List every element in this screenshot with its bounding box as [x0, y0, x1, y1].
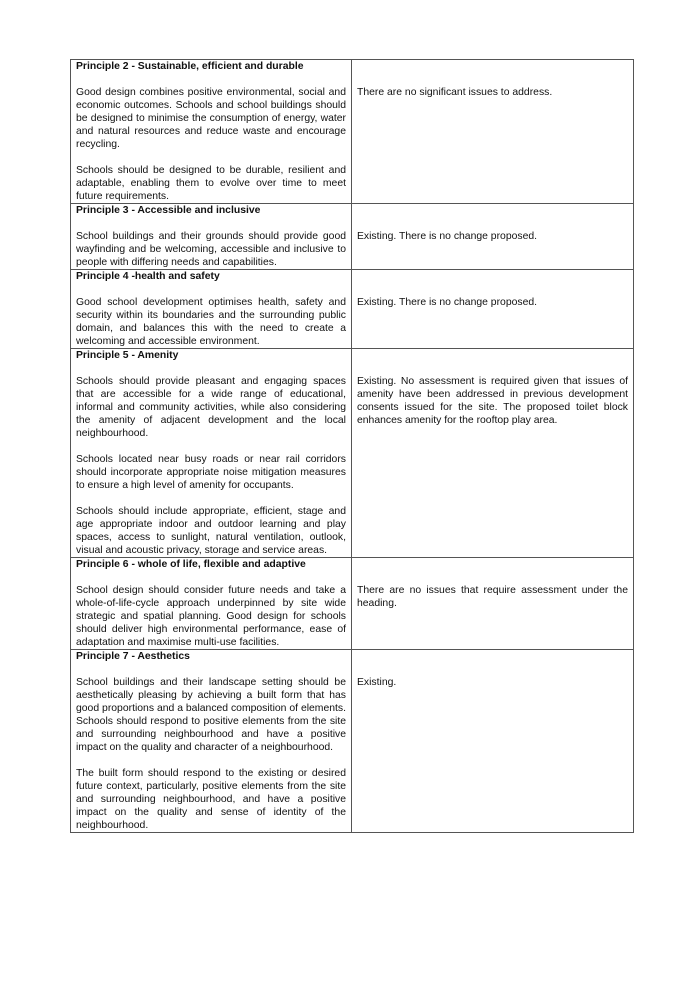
principle-cell: [71, 349, 352, 558]
response-text: There are no significant issues to address.: [357, 87, 553, 98]
response-text: Existing. No assessment is required given that issues of amenity have been addressed in previous development consents issued for the site. The proposed toilet block enhances amenity for the rooftop play area.: [357, 376, 628, 426]
principle-paragraph: Schools should provide pleasant and engaging spaces that are accessible for a wide range of educational, informal and community activities, while also considering the amenity of adjacent development and the local neighbourhood.: [76, 376, 346, 439]
principle-paragraph: Good design combines positive environmental, social and economic outcomes. Schools and school buildings should be designed to minimise the consumption of energy, water and natural resources and reduce waste and encourage recycling.: [76, 87, 346, 150]
principle-paragraph: Schools should be designed to be durable, resilient and adaptable, enabling them to evolve over time to meet future requirements.: [76, 165, 346, 202]
principle-paragraph: Schools located near busy roads or near rail corridors should incorporate appropriate noise mitigation measures to ensure a high level of amenity for occupants.: [76, 454, 346, 491]
principles-table: [70, 59, 634, 833]
response-cell: [352, 270, 634, 349]
response-text: Existing. There is no change proposed.: [357, 231, 538, 242]
principle-cell: [71, 204, 352, 270]
table-row: [71, 558, 634, 650]
table-row: [71, 349, 634, 558]
response-cell: [352, 204, 634, 270]
principle-cell: [71, 558, 352, 650]
response-text: There are no issues that require assessment under the heading.: [357, 585, 628, 609]
principle-heading: Principle 4 -health and safety: [76, 271, 220, 282]
principle-heading: Principle 3 - Accessible and inclusive: [76, 205, 261, 216]
principle-cell: [71, 270, 352, 349]
response-cell: [352, 60, 634, 204]
principle-heading: Principle 2 - Sustainable, efficient and durable: [76, 61, 304, 72]
principle-paragraph: School buildings and their landscape setting should be aesthetically pleasing by achieving a built form that has good proportions and a balanced composition of elements. Schools should respond to positive elements from the site and surrounding neighbourhood and have a positive impact on the quality and character of a neighbourhood.: [76, 677, 346, 753]
principle-paragraph: Good school development optimises health, safety and security within its boundaries and the surrounding public domain, and balances this with the need to create a welcoming and accessible environment.: [76, 297, 346, 347]
principle-heading: Principle 6 - whole of life, flexible and adaptive: [76, 559, 306, 570]
principle-paragraph: School design should consider future needs and take a whole-of-life-cycle approach underpinned by site wide strategic and spatial planning. Good design for schools should deliver high environmental performance, ease of adaptation and maximise multi-use facilities.: [76, 585, 346, 648]
principles-table-body: [71, 60, 634, 833]
response-cell: [352, 349, 634, 558]
response-cell: [352, 558, 634, 650]
principle-cell: [71, 650, 352, 833]
response-text: Existing.: [357, 677, 397, 688]
table-row: [71, 60, 634, 204]
principle-cell: [71, 60, 352, 204]
table-row: [71, 204, 634, 270]
table-row: [71, 270, 634, 349]
principle-heading: Principle 5 - Amenity: [76, 350, 179, 361]
principle-paragraph: The built form should respond to the existing or desired future context, particularly, positive elements from the site and surrounding neighbourhood, and have a positive impact on the quality and sense of identity of the neighbourhood.: [76, 768, 346, 831]
principle-paragraph: School buildings and their grounds should provide good wayfinding and be welcoming, accessible and inclusive to people with differing needs and capabilities.: [76, 231, 346, 268]
response-text: Existing. There is no change proposed.: [357, 297, 538, 308]
principle-heading: Principle 7 - Aesthetics: [76, 651, 190, 662]
response-cell: [352, 650, 634, 833]
principle-paragraph: Schools should include appropriate, efficient, stage and age appropriate indoor and outdoor learning and play spaces, access to sunlight, natural ventilation, outlook, visual and acoustic privacy, storage and service areas.: [76, 506, 346, 556]
table-row: [71, 650, 634, 833]
